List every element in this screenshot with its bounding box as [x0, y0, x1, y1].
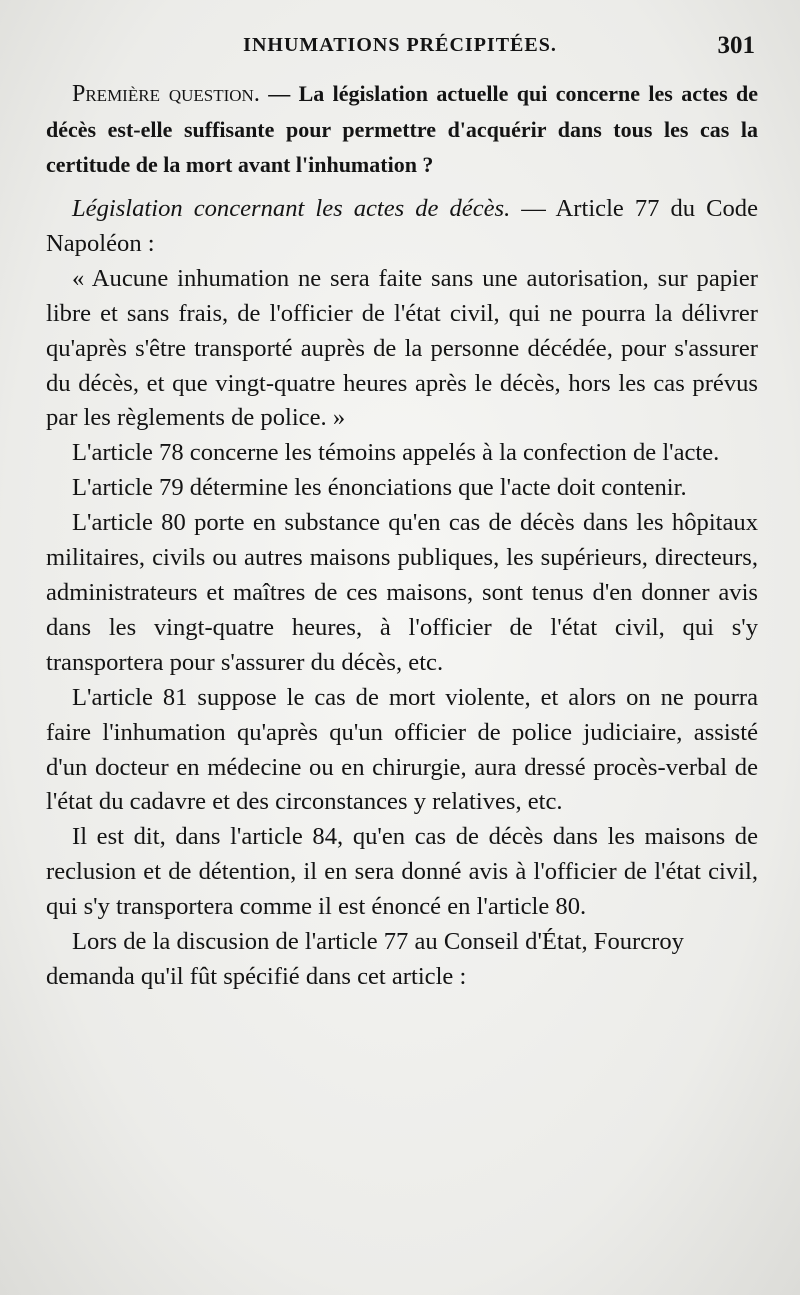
- paragraph-article-81: L'article 81 suppose le cas de mort violente, et alors on ne pourra faire l'inhumation qu'après qu'un officier de police judiciaire, assisté d'un docteur en médecine ou en chirurgie, aura dressé procès-verbal de l'état du cadavre et des circonstances y relatives, etc.: [46, 683, 758, 816]
- question-text: La législation actuelle qui concerne les actes de décès est-elle suffisante pour permettre d'acquérir dans tous les cas la certitude de la mort avant l'inhumation ?: [46, 81, 759, 177]
- section-title: Législation concernant les actes de décès.: [72, 195, 511, 222]
- paragraph-article-77-quote: « Aucune inhumation ne sera faite sans une autorisation, sur papier libre et sans frais, de l'officier de l'état civil, qui ne pourra la délivrer qu'après s'être transporté auprès de la personne décédée, pour s'assurer du décès, et que vingt-quatre heures après le décès, hors les cas prévus par les règlements de police. »: [46, 264, 758, 432]
- paragraph-conseil-etat: Lors de la discusion de l'article 77 au Conseil d'État, Fourcroy demanda qu'il fût spécifié dans cet article :: [46, 928, 684, 990]
- question-paragraph: [46, 76, 758, 182]
- section-lead: — Article 77 du Code Napoléon :: [46, 195, 758, 257]
- paragraph-article-79: L'article 79 détermine les énonciations que l'acte doit contenir.: [72, 474, 687, 502]
- paragraph-article-78: L'article 78 concerne les témoins appelés à la confection de l'acte.: [72, 439, 720, 467]
- page-header: [0, 34, 800, 68]
- paragraph-article-80: L'article 80 porte en substance qu'en cas de décès dans les hôpitaux militaires, civils ou autres maisons publiques, les supérieurs, directeurs, administrateurs et maîtres de ces maisons, sont tenus d'en donner avis dans les vingt-quatre heures, à l'officier de l'état civil, qui s'y transportera pour s'assurer du décès, etc.: [46, 509, 758, 676]
- section-paragraph: [46, 192, 758, 262]
- paragraph-article-84: Il est dit, dans l'article 84, qu'en cas de décès dans les maisons de reclusion et de détention, il en sera donné avis à l'officier de l'état civil, qui s'y transportera comme il est énoncé en l'article 80.: [46, 823, 758, 921]
- body-text: [46, 76, 758, 995]
- question-dash: —: [259, 81, 299, 106]
- running-title: INHUMATIONS PRÉCIPITÉES.: [243, 34, 557, 56]
- question-label: Première question.: [72, 81, 260, 107]
- page-number: 301: [717, 32, 755, 59]
